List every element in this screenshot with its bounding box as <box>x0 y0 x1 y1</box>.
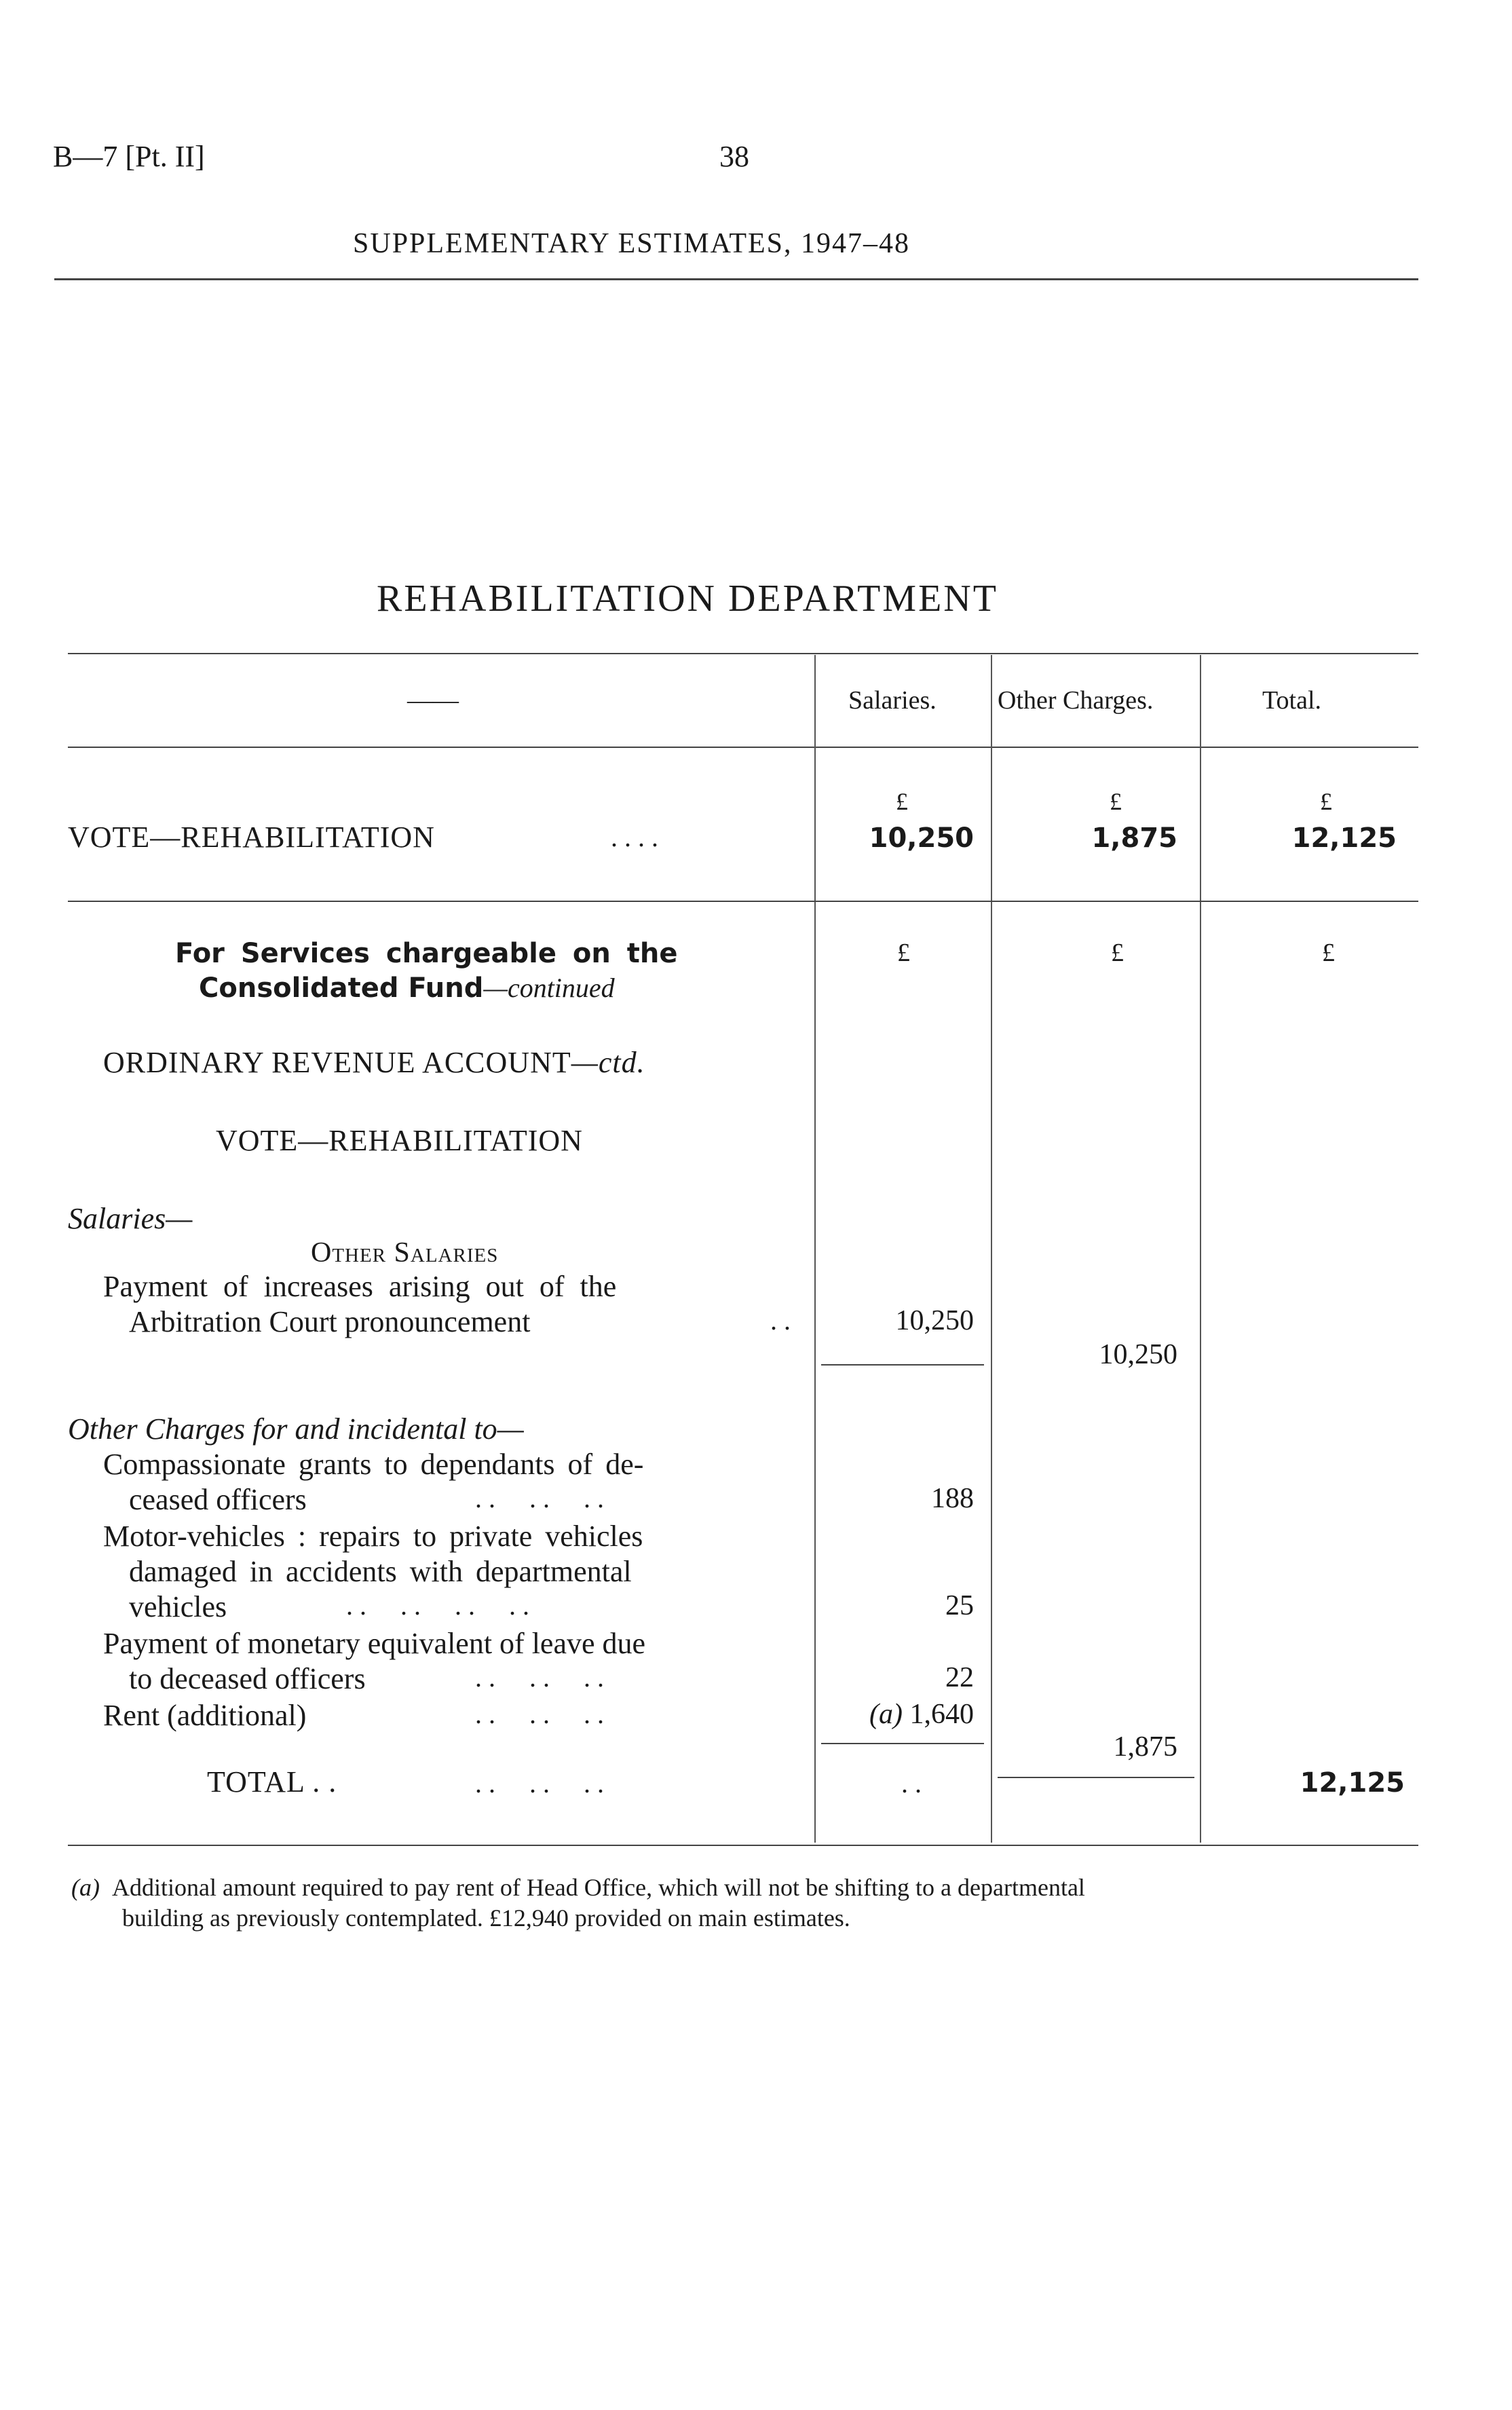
total-col-rule <box>1200 655 1201 1843</box>
services-heading-fund: Consolidated Fund <box>199 973 484 1004</box>
charge-3-amount: 22 <box>945 1662 974 1693</box>
charge-3-leader: . . . . . . <box>475 1662 604 1693</box>
other-subtotal: 1,875 <box>1113 1731 1177 1763</box>
summary-other-amount: 1,875 <box>1091 823 1177 854</box>
salary-item-leader: . . <box>770 1305 791 1336</box>
vote-heading: VOTE—REHABILITATION <box>216 1124 583 1157</box>
grand-total: 12,125 <box>1300 1767 1405 1799</box>
services-heading-line1: For Services chargeable on the <box>175 938 678 969</box>
detail-currency-salaries: £ <box>897 939 910 967</box>
department-title: REHABILITATION DEPARTMENT <box>377 578 998 620</box>
footnote-text-line1: Additional amount required to pay rent of Head Office, which will not be shifting to a departmental <box>111 1874 1085 1901</box>
table-bottom-rule <box>68 1845 1418 1846</box>
charge-3-line2: to deceased officers <box>129 1662 366 1695</box>
summary-total-amount: 12,125 <box>1291 823 1397 854</box>
services-heading-continued: —continued <box>483 973 615 1003</box>
salary-item-amount: 10,250 <box>895 1305 974 1336</box>
other-charges-heading: Other Charges for and incidental to— <box>68 1412 524 1446</box>
account-heading <box>103 1045 645 1080</box>
header-rule <box>54 278 1418 280</box>
charge-4-amount <box>828 1698 974 1731</box>
charge-1-line1: Compassionate grants to dependants of de- <box>103 1448 644 1481</box>
other-subtotal-rule-salaries <box>821 1743 984 1744</box>
total-salaries-col-dots: . . <box>901 1768 922 1799</box>
charge-4-amount-value: 1,640 <box>909 1699 974 1730</box>
footnote-mark: (a) <box>71 1874 100 1901</box>
salaries-col-rule <box>814 655 816 1843</box>
header-bottom-rule <box>68 747 1418 748</box>
salary-item-line1: Payment of increases arising out of the <box>103 1270 617 1303</box>
summary-salaries-amount: 10,250 <box>869 823 974 854</box>
salaries-heading: Salaries— <box>68 1202 193 1235</box>
total-col-header: Total. <box>1262 686 1322 715</box>
charge-2-line2: damaged in accidents with departmental <box>129 1555 632 1588</box>
account-heading-suffix: —ctd. <box>571 1046 645 1079</box>
charge-2-leader: . . . . . . . . <box>346 1590 529 1621</box>
table-top-rule <box>68 653 1418 654</box>
charge-1-leader: . . . . . . <box>475 1483 604 1513</box>
other-subtotal-rule <box>998 1777 1194 1778</box>
other-salaries-heading: Other Salaries <box>311 1237 499 1268</box>
other-col-rule <box>991 655 992 1843</box>
salary-item-line2: Arbitration Court pronouncement <box>129 1305 531 1338</box>
charge-4-leader: . . . . . . <box>475 1699 604 1729</box>
salaries-col-header: Salaries. <box>848 686 937 715</box>
salaries-subtotal-rule <box>821 1364 984 1366</box>
account-heading-text: ORDINARY REVENUE ACCOUNT <box>103 1046 571 1079</box>
total-leader: . . . . . . <box>475 1768 604 1799</box>
charge-2-line3: vehicles <box>129 1590 227 1623</box>
page-number: 38 <box>719 140 749 173</box>
summary-vote-label: VOTE—REHABILITATION <box>68 821 435 854</box>
summary-currency-total: £ <box>1320 788 1332 815</box>
running-title: SUPPLEMENTARY ESTIMATES, 1947–48 <box>353 228 910 259</box>
summary-currency-salaries: £ <box>896 788 908 815</box>
footnote-line2: building as previously contemplated. £12,940 provided on main estimates. <box>122 1904 850 1932</box>
charge-1-amount: 188 <box>931 1483 974 1514</box>
charge-2-line1: Motor-vehicles : repairs to private vehicles <box>103 1520 643 1553</box>
other-charges-col-header: Other Charges. <box>998 686 1154 715</box>
detail-currency-other: £ <box>1111 939 1124 967</box>
summary-leader-dots: . . . . <box>611 822 658 852</box>
footnote-line1 <box>71 1873 1085 1902</box>
desc-col-header: —— <box>407 686 459 715</box>
total-label: TOTAL . . <box>207 1765 337 1799</box>
summary-bottom-rule <box>68 901 1418 902</box>
charge-3-line1: Payment of monetary equivalent of leave due <box>103 1627 646 1660</box>
services-heading-line2 <box>199 972 615 1004</box>
charge-1-line2: ceased officers <box>129 1483 307 1516</box>
detail-currency-total: £ <box>1322 939 1335 967</box>
charge-2-amount: 25 <box>945 1590 974 1621</box>
charge-4-note-mark: (a) <box>869 1699 903 1730</box>
page-reference: B—7 [Pt. II] <box>53 140 205 173</box>
salaries-subtotal: 10,250 <box>1099 1339 1177 1370</box>
charge-4-line1: Rent (additional) <box>103 1699 307 1732</box>
summary-currency-other: £ <box>1110 788 1122 815</box>
